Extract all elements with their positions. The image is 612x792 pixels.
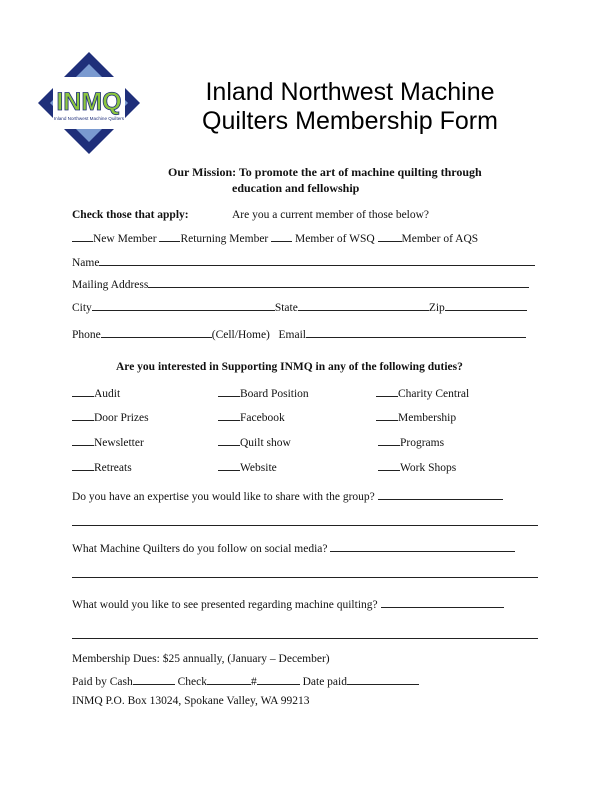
duty-retreats-blank[interactable]: [72, 460, 94, 471]
social-answer-line[interactable]: [72, 577, 538, 578]
mailing-field[interactable]: [148, 277, 529, 288]
membership-options: [72, 231, 478, 245]
duty-website-label: Website: [240, 462, 277, 474]
duty-website-blank[interactable]: [218, 460, 240, 471]
option-member-aqs: Member of AQS: [401, 233, 479, 245]
paid-cash-label: Paid by Cash: [72, 676, 133, 688]
mailing-label: Mailing Address: [72, 279, 149, 291]
duty-newsletter-blank[interactable]: [72, 435, 94, 446]
mailing-address-footer: INMQ P.O. Box 13024, Spokane Valley, WA 99213: [72, 695, 310, 707]
new-member-blank[interactable]: [72, 231, 93, 242]
duty-door-prizes-label: Door Prizes: [94, 412, 149, 424]
duty-quilt-show-label: Quilt show: [240, 437, 291, 449]
zip-label: Zip: [428, 302, 445, 314]
mailing-row: [72, 277, 529, 291]
city-field[interactable]: [92, 300, 275, 311]
check-question: Are you a current member of those below?: [232, 209, 430, 221]
phone-label: Phone: [72, 329, 101, 341]
mission-line-2: education and fellowship: [232, 181, 360, 195]
check-label: Check: [177, 676, 207, 688]
duty-programs-label: Programs: [400, 437, 445, 449]
duty-membership: [376, 410, 456, 424]
hash-label: #: [250, 676, 257, 688]
duty-work-shops-label: Work Shops: [400, 462, 457, 474]
duty-door-prizes-blank[interactable]: [72, 410, 94, 421]
question-social-media: What Machine Quilters do you follow on social media?: [72, 543, 328, 555]
phone-field[interactable]: [101, 327, 212, 338]
question-presented-row: [72, 597, 504, 611]
duty-board-position: [218, 386, 309, 400]
question-expertise-row: [72, 489, 503, 503]
duty-retreats: [72, 460, 132, 474]
name-label: Name: [72, 257, 100, 269]
duty-door-prizes: [72, 410, 149, 424]
logo-text: INMQ: [56, 88, 122, 116]
duty-board-position-label: Board Position: [240, 388, 309, 400]
duty-membership-blank[interactable]: [376, 410, 398, 421]
duty-membership-label: Membership: [398, 412, 457, 424]
option-new-member: New Member: [93, 233, 157, 245]
duty-programs: [378, 435, 444, 449]
city-label: City: [72, 302, 92, 314]
aqs-blank[interactable]: [378, 231, 402, 242]
cash-field[interactable]: [133, 674, 175, 685]
duty-audit-label: Audit: [94, 388, 121, 400]
cellhome-label: (Cell/Home): [211, 329, 270, 341]
question-presented: What would you like to see presented regarding machine quilting?: [72, 599, 378, 611]
duty-retreats-label: Retreats: [94, 462, 132, 474]
duty-programs-blank[interactable]: [378, 435, 400, 446]
duty-board-position-blank[interactable]: [218, 386, 240, 397]
title-line-1: Inland Northwest Machine: [205, 78, 495, 106]
duty-website: [218, 460, 277, 474]
duty-work-shops: [378, 460, 456, 474]
payment-row: [72, 674, 419, 688]
presented-answer-line[interactable]: [72, 638, 538, 639]
duty-facebook-blank[interactable]: [218, 410, 240, 421]
duties-heading: Are you interested in Supporting INMQ in any of the following duties?: [116, 361, 463, 373]
membership-dues: Membership Dues: $25 annually, (January – December): [72, 653, 330, 665]
duty-newsletter-label: Newsletter: [94, 437, 144, 449]
email-field[interactable]: [306, 327, 526, 338]
duty-facebook: [218, 410, 285, 424]
duty-audit-blank[interactable]: [72, 386, 94, 397]
state-field[interactable]: [298, 300, 429, 311]
duty-quilt-show-blank[interactable]: [218, 435, 240, 446]
duty-charity-central-blank[interactable]: [376, 386, 398, 397]
wsq-blank[interactable]: [271, 231, 292, 242]
check-number-field[interactable]: [257, 674, 300, 685]
mission-line-1: Our Mission: To promote the art of machine quilting through: [168, 165, 482, 179]
option-returning-member: Returning Member: [180, 233, 269, 245]
question-social-row: [72, 541, 515, 555]
option-member-wsq: Member of WSQ: [295, 233, 375, 245]
email-label: Email: [278, 329, 306, 341]
duty-facebook-label: Facebook: [240, 412, 285, 424]
logo-subtext: Inland Northwest Machine Quilters: [53, 116, 125, 121]
presented-answer-field[interactable]: [381, 597, 504, 608]
duty-charity-central-label: Charity Central: [398, 388, 470, 400]
name-row: [72, 255, 535, 269]
duty-quilt-show: [218, 435, 291, 449]
duty-newsletter: [72, 435, 144, 449]
phone-email-row: [72, 327, 526, 341]
city-state-zip-row: [72, 300, 527, 314]
question-expertise: Do you have an expertise you would like to share with the group?: [72, 491, 375, 503]
returning-member-blank[interactable]: [159, 231, 180, 242]
check-field[interactable]: [207, 674, 251, 685]
duty-work-shops-blank[interactable]: [378, 460, 400, 471]
duty-audit: [72, 386, 120, 400]
form-title: [160, 78, 540, 136]
name-field[interactable]: [99, 255, 535, 266]
date-paid-field[interactable]: [347, 674, 419, 685]
social-answer-field[interactable]: [330, 541, 515, 552]
expertise-answer-field[interactable]: [378, 489, 503, 500]
date-paid-label: Date paid: [302, 676, 347, 688]
zip-field[interactable]: [445, 300, 527, 311]
inmq-logo: [36, 50, 142, 156]
expertise-answer-line[interactable]: [72, 525, 538, 526]
check-label: Check those that apply:: [72, 209, 189, 221]
state-label: State: [274, 302, 298, 314]
title-line-2: Quilters Membership Form: [202, 107, 498, 135]
duty-charity-central: [376, 386, 469, 400]
